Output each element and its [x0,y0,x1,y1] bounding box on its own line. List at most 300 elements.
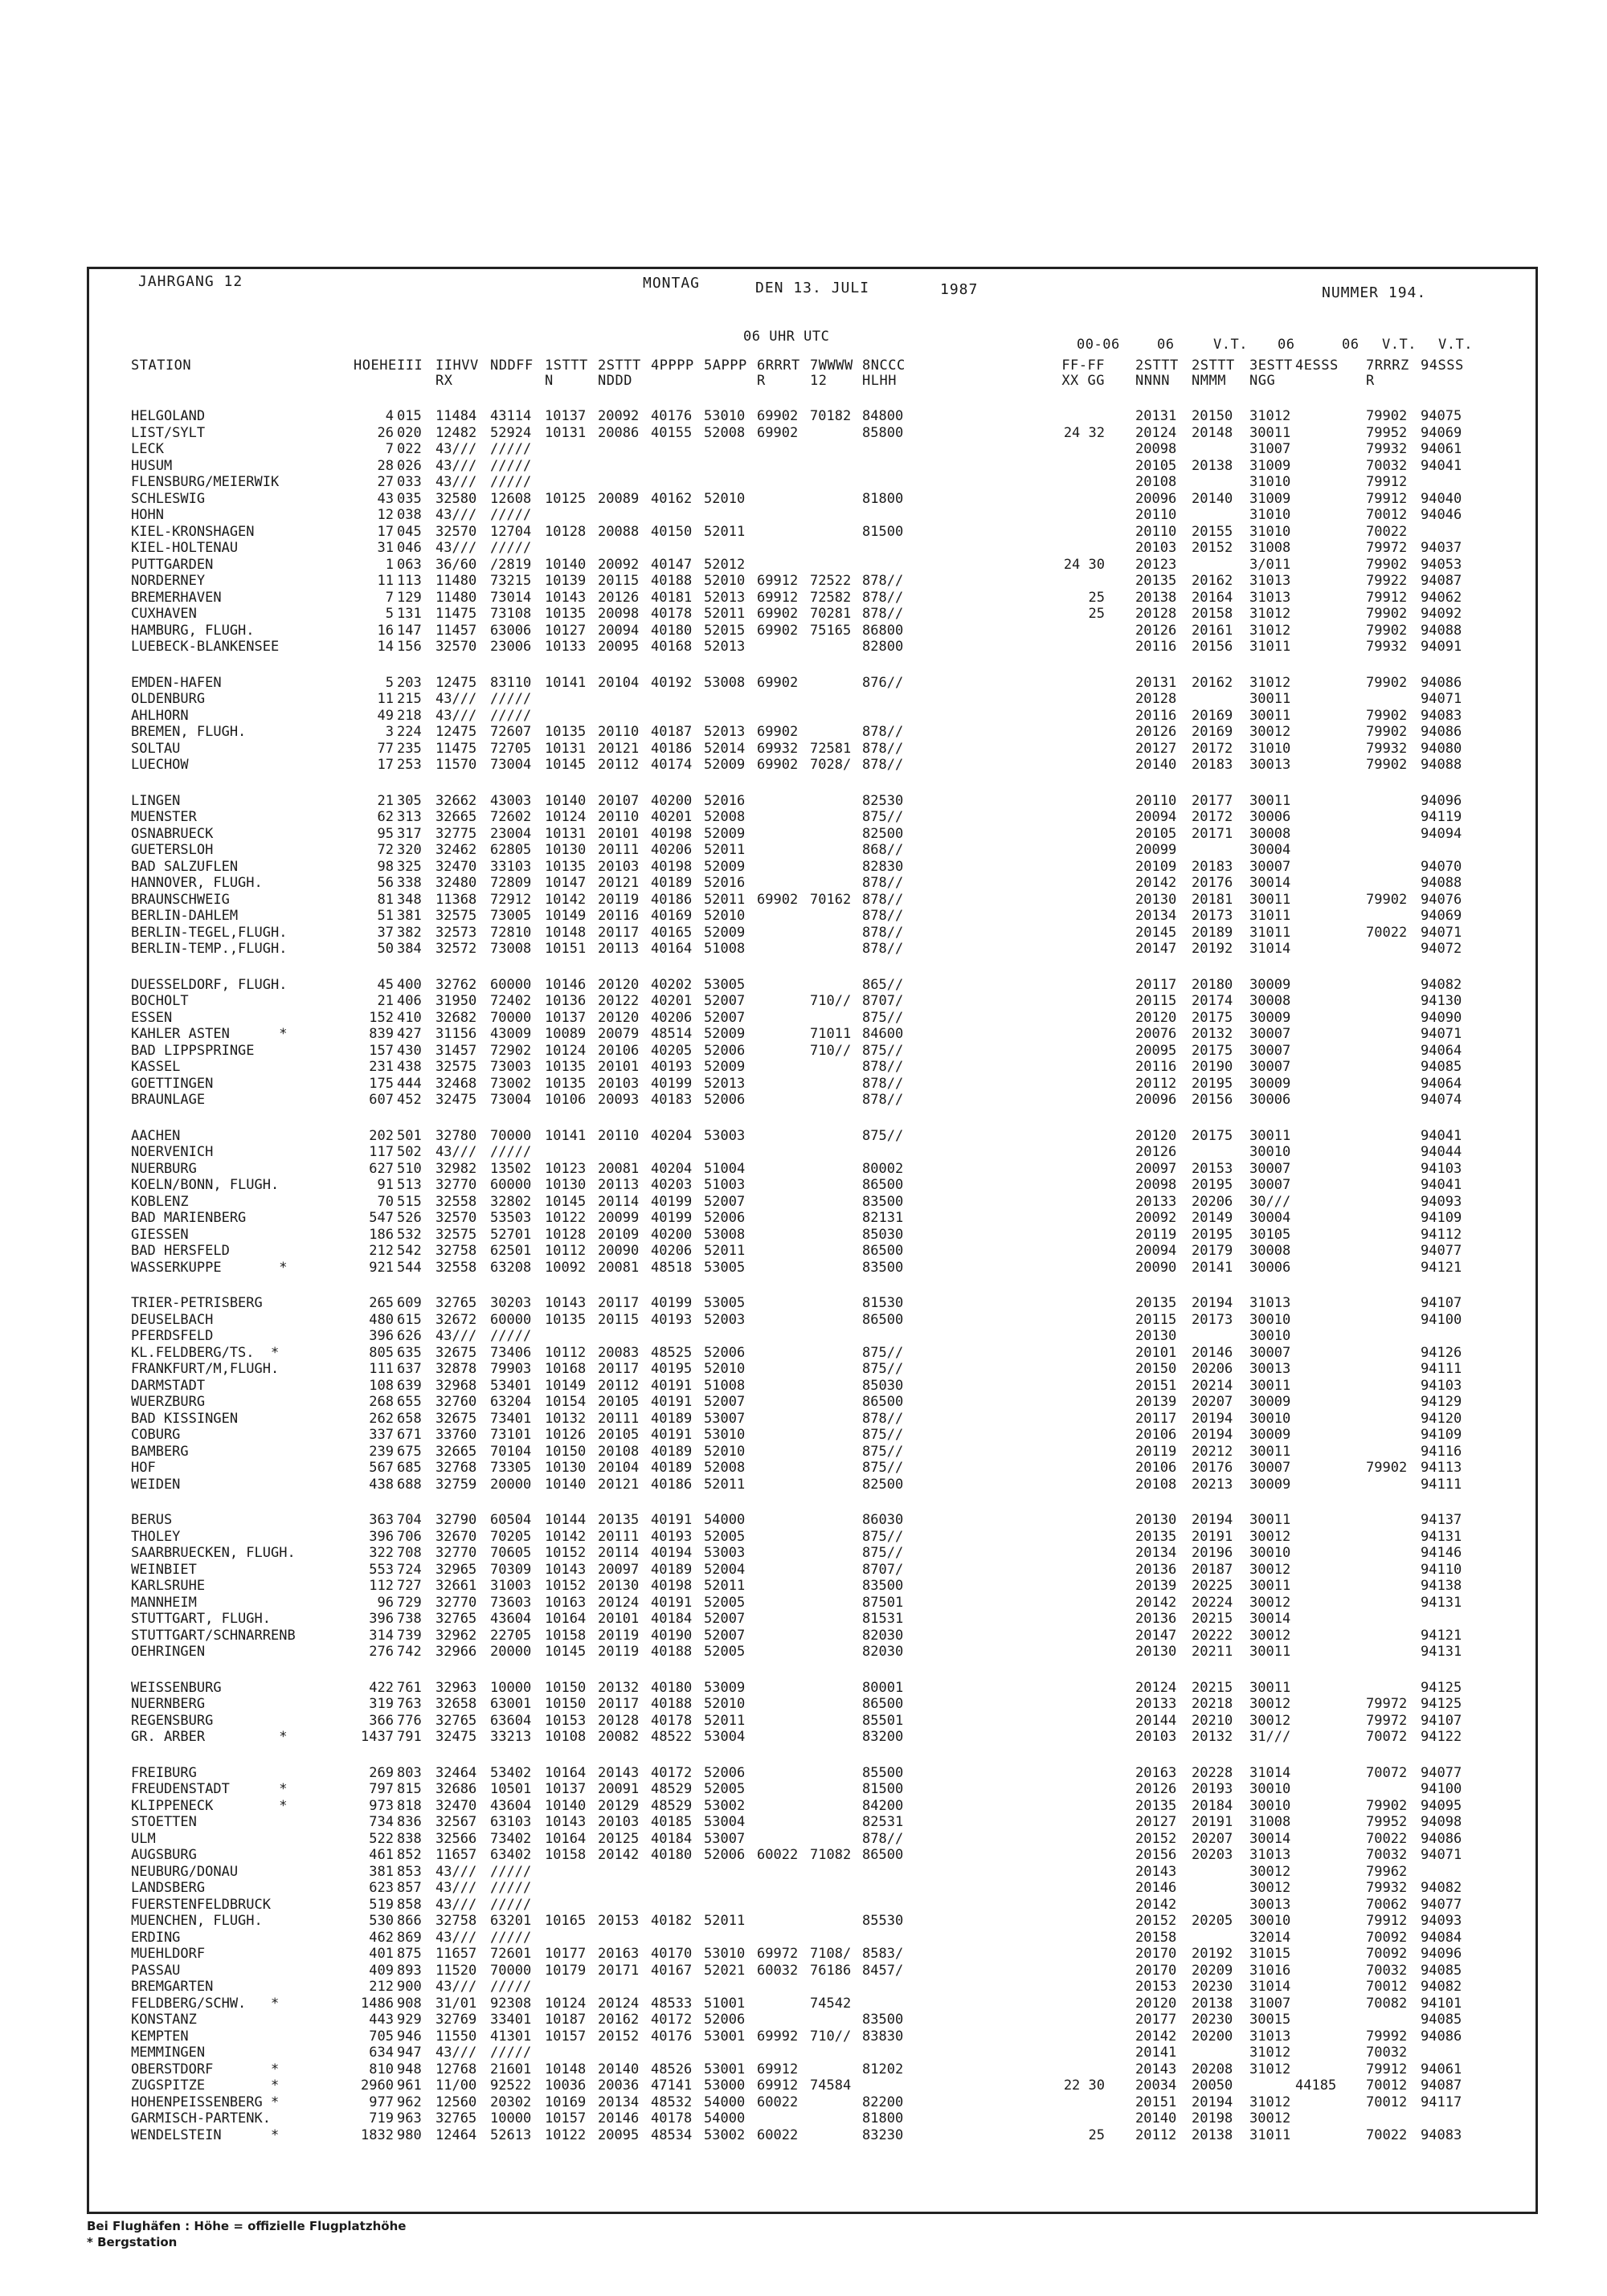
cell-sss94: 94080 [1421,740,1462,757]
cell-sttt2b: 20130 [1135,1644,1177,1660]
cell-iii: 526 [397,1210,422,1226]
cell-sttt2b: 20142 [1135,1594,1177,1611]
cell-hoehe: 117 [369,1144,394,1160]
cell-rrrt6: 60022 [757,2094,799,2110]
cell-sttt2: 20114 [598,1193,640,1210]
cell-iihvv: 43/// [435,540,477,556]
cell-iii: 980 [397,2126,422,2143]
cell-estt3: 30010 [1249,1797,1291,1814]
cell-rrrz7: 79922 [1366,573,1408,589]
cell-rrrz7: 79902 [1366,891,1408,908]
cell-pppp4: 40147 [651,556,693,573]
cell-estt3: 30006 [1249,1259,1291,1276]
cell-iihvv: 32780 [435,1127,477,1144]
cell-nddff: 70605 [490,1545,532,1561]
cell-sttt2c: 20155 [1192,523,1233,540]
cell-pppp4: 40180 [651,1847,693,1863]
cell-appp5: 52006 [704,1042,746,1059]
cell-station: MANNHEIM [131,1594,197,1611]
table-row [0,2127,1607,2143]
cell-wwww7: 710// [810,1042,852,1059]
column-header-sttt2: 2STTT [598,357,641,374]
table-row [0,590,1607,606]
cell-sttt1: 10128 [545,523,587,540]
cell-wwww7: 72581 [810,740,852,757]
cell-station: REGENSBURG [131,1712,214,1729]
table-row [0,793,1607,809]
cell-iii: 900 [397,1979,422,1995]
cell-sttt2: 20120 [598,1009,640,1026]
issue-number: NUMMER 194. [1322,284,1427,301]
cell-hoehe: 95 [377,825,394,842]
cell-station: THOLEY [131,1528,181,1545]
cell-hoehe: 81 [377,891,394,908]
cell-sttt2b: 20127 [1135,740,1177,757]
cell-iii: 929 [397,2012,422,2028]
cell-estt3: 30009 [1249,1075,1291,1092]
cell-nddff: ///// [490,707,532,724]
cell-iihvv: 11/00 [435,2077,477,2094]
cell-ffff: 22 30 [1063,2077,1105,2094]
cell-appp5: 52011 [704,1712,746,1729]
cell-iihvv: 32665 [435,809,477,825]
table-row [0,2061,1607,2077]
cell-appp5: 52007 [704,993,746,1009]
cell-iihvv: 43/// [435,1863,477,1880]
cell-sss94: 94090 [1421,1009,1462,1026]
cell-estt3: 30009 [1249,1476,1291,1493]
cell-pppp4: 40206 [651,842,693,858]
cell-iihvv: 32768 [435,1460,477,1476]
cell-nddff: 72902 [490,1042,532,1059]
cell-sttt2c: 20187 [1192,1561,1233,1578]
table-row [0,606,1607,622]
cell-nddff: ///// [490,540,532,556]
cell-iihvv: 43/// [435,1929,477,1946]
cell-appp5: 53002 [704,2126,746,2143]
cell-station: KL.FELDBERG/TS. * [131,1344,280,1361]
table-row [0,1328,1607,1344]
cell-sttt2b: 20170 [1135,1962,1177,1979]
cell-station: PUTTGARDEN [131,556,214,573]
cell-appp5: 53004 [704,1729,746,1745]
cell-appp5: 52003 [704,1311,746,1328]
cell-nddff: 63604 [490,1712,532,1729]
cell-sttt2: 20163 [598,1946,640,1962]
cell-appp5: 52009 [704,757,746,773]
cell-pppp4: 40184 [651,1830,693,1847]
cell-sss94: 94086 [1421,724,1462,740]
cell-sttt2b: 20142 [1135,875,1177,891]
cell-sttt2: 20146 [598,2110,640,2126]
cell-iii: 948 [397,2061,422,2077]
cell-iihvv: 32769 [435,2012,477,2028]
cell-pppp4: 40186 [651,891,693,908]
table-row [0,1611,1607,1627]
cell-iii: 046 [397,540,422,556]
cell-iii: 400 [397,976,422,993]
cell-sss94: 94086 [1421,1830,1462,1847]
cell-hoehe: 627 [369,1160,394,1177]
cell-iii: 022 [397,441,422,457]
cell-sttt2c: 20230 [1192,1979,1233,1995]
cell-estt3: 31009 [1249,490,1291,507]
cell-sttt2: 20106 [598,1042,640,1059]
cell-appp5: 52016 [704,792,746,809]
cell-iii: 761 [397,1679,422,1696]
cell-sss94: 94125 [1421,1696,1462,1712]
table-row [0,1963,1607,1979]
cell-sttt2c: 20172 [1192,740,1233,757]
cell-sttt2b: 20116 [1135,707,1177,724]
cell-pppp4: 40188 [651,1696,693,1712]
cell-iihvv: 32470 [435,1797,477,1814]
cell-sttt2b: 20136 [1135,1611,1177,1627]
cell-iii: 609 [397,1295,422,1311]
cell-iii: 224 [397,724,422,740]
cell-pppp4: 48532 [651,2094,693,2110]
cell-iihvv: 32468 [435,1075,477,1092]
column-header-station: STATION [131,357,192,374]
cell-iii: 838 [397,1830,422,1847]
cell-rrrz7: 79932 [1366,1880,1408,1896]
cell-appp5: 52006 [704,1092,746,1108]
cell-station: KLIPPENECK * [131,1797,288,1814]
cell-iii: 147 [397,622,422,639]
cell-iihvv: 11480 [435,573,477,589]
cell-sttt2: 20093 [598,1092,640,1108]
cell-estt3: 30007 [1249,1460,1291,1476]
cell-wwww7: 74584 [810,2077,852,2094]
cell-sttt2c: 20215 [1192,1611,1233,1627]
cell-appp5: 54000 [704,2110,746,2126]
cell-sttt2b: 20135 [1135,1295,1177,1311]
cell-station: BAMBERG [131,1443,189,1460]
cell-appp5: 53009 [704,1679,746,1696]
cell-sttt2b: 20117 [1135,976,1177,993]
cell-nddff: 79903 [490,1361,532,1377]
cell-station: FUERSTENFELDBRUCK [131,1896,271,1913]
cell-iii: 815 [397,1781,422,1797]
cell-nddff: 72607 [490,724,532,740]
cell-nddff: 52924 [490,424,532,441]
cell-sttt1: 10153 [545,1712,587,1729]
cell-sttt2c: 20205 [1192,1913,1233,1929]
table-row [0,1729,1607,1745]
cell-hoehe: 45 [377,976,394,993]
cell-appp5: 52005 [704,1781,746,1797]
cell-sttt2c: 20172 [1192,809,1233,825]
cell-sttt2c: 20206 [1192,1193,1233,1210]
cell-sttt2c: 20195 [1192,1226,1233,1243]
cell-nddff: 41301 [490,2028,532,2045]
cell-nddff: 73005 [490,908,532,924]
cell-sttt2c: 20176 [1192,1460,1233,1476]
cell-sttt2b: 20108 [1135,1476,1177,1493]
cell-sttt2: 20092 [598,556,640,573]
cell-appp5: 52004 [704,1561,746,1578]
cell-estt3: 30013 [1249,1896,1291,1913]
cell-pppp4: 40189 [651,875,693,891]
cell-sttt2c: 20138 [1192,457,1233,474]
cell-sttt1: 10152 [545,1545,587,1561]
cell-sss94: 94069 [1421,908,1462,924]
cell-sttt1: 10163 [545,1594,587,1611]
cell-estt3: 30105 [1249,1226,1291,1243]
cell-iii: 875 [397,1946,422,1962]
cell-iii: 704 [397,1512,422,1528]
cell-appp5: 53008 [704,1226,746,1243]
cell-sttt1: 10140 [545,1797,587,1814]
cell-estt3: 30006 [1249,809,1291,825]
cell-wwww7: 72522 [810,573,852,589]
cell-hoehe: 422 [369,1679,394,1696]
cell-estt3: 30012 [1249,2110,1291,2126]
cell-nccc8: 875// [862,809,904,825]
cell-sss94: 94077 [1421,1243,1462,1259]
cell-iihvv: 11457 [435,622,477,639]
cell-sttt2c: 20210 [1192,1712,1233,1729]
cell-sttt2c: 20195 [1192,1075,1233,1092]
cell-sttt1: 10144 [545,1512,587,1528]
cell-sttt1: 10164 [545,1764,587,1781]
cell-iihvv: 32567 [435,1814,477,1830]
cell-sttt2: 20171 [598,1962,640,1979]
cell-appp5: 52010 [704,908,746,924]
cell-nccc8: 85030 [862,1226,904,1243]
cell-nddff: 33213 [490,1729,532,1745]
cell-nddff: 72705 [490,740,532,757]
cell-sss94: 94084 [1421,1929,1462,1946]
cell-sttt1: 10148 [545,924,587,941]
cell-estt3: 30007 [1249,1177,1291,1193]
cell-sttt2c: 20194 [1192,1427,1233,1443]
cell-pppp4: 40203 [651,1177,693,1193]
cell-station: WUERZBURG [131,1394,206,1410]
cell-iii: 963 [397,2110,422,2126]
cell-station: DUESSELDORF, FLUGH. [131,976,288,993]
cell-sttt2c: 20206 [1192,1361,1233,1377]
cell-hoehe: 239 [369,1443,394,1460]
table-row [0,2110,1607,2126]
cell-iii: 635 [397,1344,422,1361]
cell-iii: 406 [397,993,422,1009]
cell-sss94: 94072 [1421,941,1462,957]
cell-nddff: 73003 [490,1059,532,1075]
cell-pppp4: 40162 [651,490,693,507]
cell-iii: 858 [397,1896,422,1913]
cell-pppp4: 40204 [651,1160,693,1177]
cell-nddff: 73004 [490,757,532,773]
cell-sttt2: 20119 [598,1644,640,1660]
cell-sttt1: 10150 [545,1679,587,1696]
cell-iii: 738 [397,1611,422,1627]
cell-appp5: 52008 [704,809,746,825]
cell-estt3: 30014 [1249,1830,1291,1847]
cell-sttt2c: 20224 [1192,1594,1233,1611]
cell-nccc8: 8707/ [862,1561,904,1578]
cell-iii: 671 [397,1427,422,1443]
cell-sss94: 94110 [1421,1561,1462,1578]
cell-sss94: 94046 [1421,507,1462,523]
cell-hoehe: 152 [369,1009,394,1026]
cell-estt3: 31007 [1249,1995,1291,2012]
table-row [0,1076,1607,1092]
cell-appp5: 52010 [704,1361,746,1377]
cell-sss94: 94098 [1421,1814,1462,1830]
cell-pppp4: 40184 [651,1611,693,1627]
cell-iihvv: 32760 [435,1394,477,1410]
cell-hoehe: 461 [369,1847,394,1863]
cell-appp5: 53000 [704,2077,746,2094]
cell-estt3: 31013 [1249,1847,1291,1863]
cell-appp5: 52008 [704,1460,746,1476]
cell-station: HANNOVER, FLUGH. [131,875,263,891]
cell-nccc8: 83200 [862,1729,904,1745]
cell-nccc8: 81530 [862,1295,904,1311]
cell-sss94: 94129 [1421,1394,1462,1410]
cell-iii: 452 [397,1092,422,1108]
cell-rrrz7: 79912 [1366,2061,1408,2077]
cell-sttt2b: 20094 [1135,809,1177,825]
cell-pppp4: 40186 [651,1476,693,1493]
table-row [0,1427,1607,1443]
cell-sss94: 94071 [1421,1026,1462,1042]
cell-appp5: 53005 [704,1259,746,1276]
cell-iii: 515 [397,1193,422,1210]
cell-appp5: 53002 [704,1797,746,1814]
cell-iii: 637 [397,1361,422,1377]
cell-rrrz7: 79932 [1366,441,1408,457]
cell-pppp4: 40201 [651,809,693,825]
cell-iii: 305 [397,792,422,809]
cell-iihvv: 43/// [435,691,477,707]
cell-sss94: 94130 [1421,993,1462,1009]
cell-station: MEMMINGEN [131,2045,206,2061]
cell-sss94: 94053 [1421,556,1462,573]
cell-nddff: 32802 [490,1193,532,1210]
cell-sttt2c: 20162 [1192,573,1233,589]
cell-pppp4: 40193 [651,1528,693,1545]
cell-rrrt6: 69912 [757,573,799,589]
cell-nccc8: 85530 [862,1913,904,1929]
cell-sttt1: 10131 [545,825,587,842]
cell-sss94: 94085 [1421,1962,1462,1979]
table-row [0,1913,1607,1929]
cell-sttt1: 10143 [545,1561,587,1578]
cell-sss94: 94069 [1421,424,1462,441]
cell-sttt2b: 20076 [1135,1026,1177,1042]
cell-appp5: 52012 [704,556,746,573]
cell-nccc8: 875// [862,1009,904,1026]
cell-hoehe: 634 [369,2045,394,2061]
date-label: DEN 13. JULI [755,280,870,296]
table-row [0,809,1607,825]
cell-nddff: 73002 [490,1075,532,1092]
cell-sttt2b: 20099 [1135,842,1177,858]
cell-estt3: 30012 [1249,1627,1291,1644]
cell-iii: 729 [397,1594,422,1611]
cell-sttt2: 20101 [598,1059,640,1075]
cell-hoehe: 112 [369,1578,394,1594]
group-right-heading: V.T. [1213,337,1248,353]
cell-sttt2: 20101 [598,1611,640,1627]
cell-sttt2c: 20169 [1192,724,1233,740]
cell-nccc8: 878// [862,1075,904,1092]
cell-pppp4: 40190 [651,1627,693,1644]
cell-sttt2c: 20189 [1192,924,1233,941]
cell-sttt2b: 20140 [1135,2110,1177,2126]
cell-station: MUEHLDORF [131,1946,206,1962]
cell-nccc8: 878// [862,724,904,740]
table-row [0,1243,1607,1259]
table-row [0,1444,1607,1460]
cell-sttt1: 10139 [545,573,587,589]
table-row [0,1529,1607,1545]
cell-estt3: 30012 [1249,1594,1291,1611]
cell-appp5: 52007 [704,1193,746,1210]
cell-sss94: 94074 [1421,1092,1462,1108]
cell-iihvv: 43/// [435,1144,477,1160]
cell-sttt1: 10137 [545,1781,587,1797]
cell-estt3: 30008 [1249,1243,1291,1259]
cell-nccc8: 83500 [862,1578,904,1594]
cell-sttt2b: 20094 [1135,1243,1177,1259]
table-row [0,1798,1607,1814]
cell-sttt1: 10143 [545,1814,587,1830]
cell-nddff: 43604 [490,1611,532,1627]
cell-iihvv: 11480 [435,589,477,606]
cell-station: WENDELSTEIN * [131,2126,280,2143]
table-row [0,639,1607,655]
cell-appp5: 52005 [704,1528,746,1545]
cell-station: GUETERSLOH [131,842,214,858]
cell-pppp4: 40189 [651,1460,693,1476]
cell-nddff: 33103 [490,858,532,875]
cell-nccc8: 82830 [862,858,904,875]
cell-nddff: 72912 [490,891,532,908]
cell-sttt2c: 20138 [1192,2126,1233,2143]
cell-station: LECK [131,441,164,457]
cell-pppp4: 40170 [651,1946,693,1962]
cell-iii: 655 [397,1394,422,1410]
cell-iihvv: 31156 [435,1026,477,1042]
table-row [0,1628,1607,1644]
table-row [0,1595,1607,1611]
cell-sttt2b: 20110 [1135,507,1177,523]
cell-estt3: 30010 [1249,1311,1291,1328]
cell-wwww7: 76186 [810,1962,852,1979]
cell-sttt1: 10128 [545,1226,587,1243]
cell-sttt1: 10179 [545,1962,587,1979]
cell-rrrz7: 79972 [1366,1696,1408,1712]
cell-pppp4: 40199 [651,1193,693,1210]
cell-sttt2b: 20146 [1135,1880,1177,1896]
cell-appp5: 51004 [704,1160,746,1177]
cell-rrrz7: 79912 [1366,490,1408,507]
cell-nddff: 73401 [490,1410,532,1427]
cell-hoehe: 212 [369,1979,394,1995]
cell-station: STUTTGART, FLUGH. [131,1611,271,1627]
cell-sttt1: 10089 [545,1026,587,1042]
cell-nccc8: 875// [862,1427,904,1443]
cell-sttt2b: 20142 [1135,2028,1177,2045]
cell-station: WASSERKUPPE * [131,1259,288,1276]
cell-pppp4: 40200 [651,1226,693,1243]
column-header-sttt2c: NMMM [1192,373,1226,389]
cell-appp5: 52009 [704,924,746,941]
cell-iihvv: 32770 [435,1594,477,1611]
